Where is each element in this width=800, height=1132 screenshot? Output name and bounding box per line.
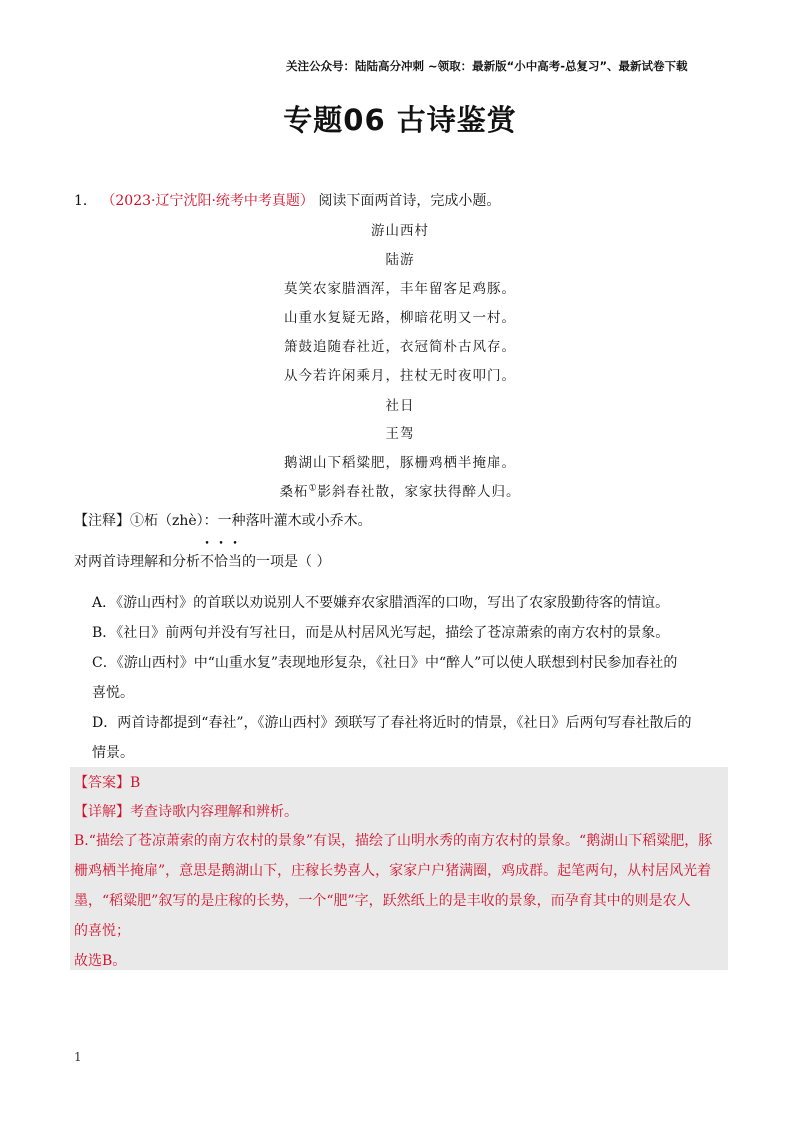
detail-line: 【详解】考查诗歌内容理解和辨析。: [74, 804, 298, 820]
poem2-line-part: 影斜春社散，家家扶得醉人归。: [317, 484, 521, 500]
poem2-line: [0, 480, 800, 500]
emphasis-char: 不: [200, 554, 214, 570]
annotation: 【注释】①柘（zhè）：一种落叶灌木或小乔木。: [74, 513, 372, 529]
option-c-cont: 喜悦。: [92, 685, 134, 701]
option-b: B．《社日》前两句并没有写社日，而是从村居风光写起，描绘了苍凉萧索的南方农村的景象。: [92, 625, 670, 641]
answer-line: 【答案】B: [74, 775, 141, 791]
stem-text: 对两首诗理解和分析: [74, 554, 200, 570]
poem1-line: 山重水复疑无路，柳暗花明又一村。: [284, 310, 516, 326]
question-number: 1．: [74, 193, 97, 209]
analysis-line: 的喜悦；: [74, 923, 130, 939]
question-line: [74, 190, 500, 210]
option-a: A．《游山西村》的首联以劝说别人不要嫌弃农家腊酒浑的口吻，写出了农家殷勤待客的情谊。: [92, 595, 670, 611]
footnote-marker: ①: [308, 483, 318, 494]
poem2-line: 鹅湖山下稻粱肥，豚栅鸡栖半掩扉。: [284, 455, 516, 471]
poem2-line-part: 桑柘: [279, 484, 309, 500]
analysis-line: B.“描绘了苍凉萧索的南方农村的景象”有误，描绘了山明水秀的南方农村的景象。“鹅湖山下稻粱肥，豚: [74, 833, 713, 849]
question-stem: [74, 551, 330, 571]
header-note: 关注公众号：陆陆高分冲刺 ~领取：最新版“小中高考-总复习”、最新试卷下载: [286, 59, 688, 73]
poem1-title: 游山西村: [371, 223, 429, 239]
analysis-line: 墨，“稻粱肥”叙写的是庄稼的长势，一个“肥”字，跃然纸上的是丰收的景象，而孕育其中的则是农人: [74, 893, 691, 909]
option-c: C．《游山西村》中“山重水复”表现地形复杂，《社日》中“醉人”可以使人联想到村民参加春社的: [92, 655, 678, 671]
page-title: 专题06 古诗鉴赏: [283, 103, 517, 137]
poem1-author: 陆游: [385, 252, 415, 268]
option-d-cont: 情景。: [92, 745, 134, 761]
page-number: 1: [74, 1050, 82, 1064]
poem2-title: 社日: [385, 398, 415, 414]
emphasis-char: 当: [228, 554, 242, 570]
stem-text: 的一项是（ ）: [242, 554, 331, 570]
analysis-line: 栅鸡栖半掩扉”，意思是鹅湖山下，庄稼长势喜人，家家户户猪满圈，鸡成群。起笔两句，从村居风光着: [74, 863, 712, 879]
question-prompt: 阅读下面两首诗，完成小题。: [318, 193, 501, 209]
poem2-author: 王驾: [385, 426, 415, 442]
question-source: （2023·辽宁沈阳·统考中考真题）: [101, 193, 314, 209]
option-d: D．两首诗都提到“春社”，《游山西村》颈联写了春社将近时的情景，《社日》后两句写春社散后的: [92, 715, 692, 731]
poem1-line: 莫笑农家腊酒浑，丰年留客足鸡豚。: [284, 281, 516, 297]
poem1-line: 箫鼓追随春社近，衣冠简朴古风存。: [284, 339, 516, 355]
conclusion-line: 故选B。: [74, 953, 127, 969]
poem1-line: 从今若许闲乘月，拄杖无时夜叩门。: [284, 368, 516, 384]
emphasis-char: 恰: [214, 554, 228, 570]
